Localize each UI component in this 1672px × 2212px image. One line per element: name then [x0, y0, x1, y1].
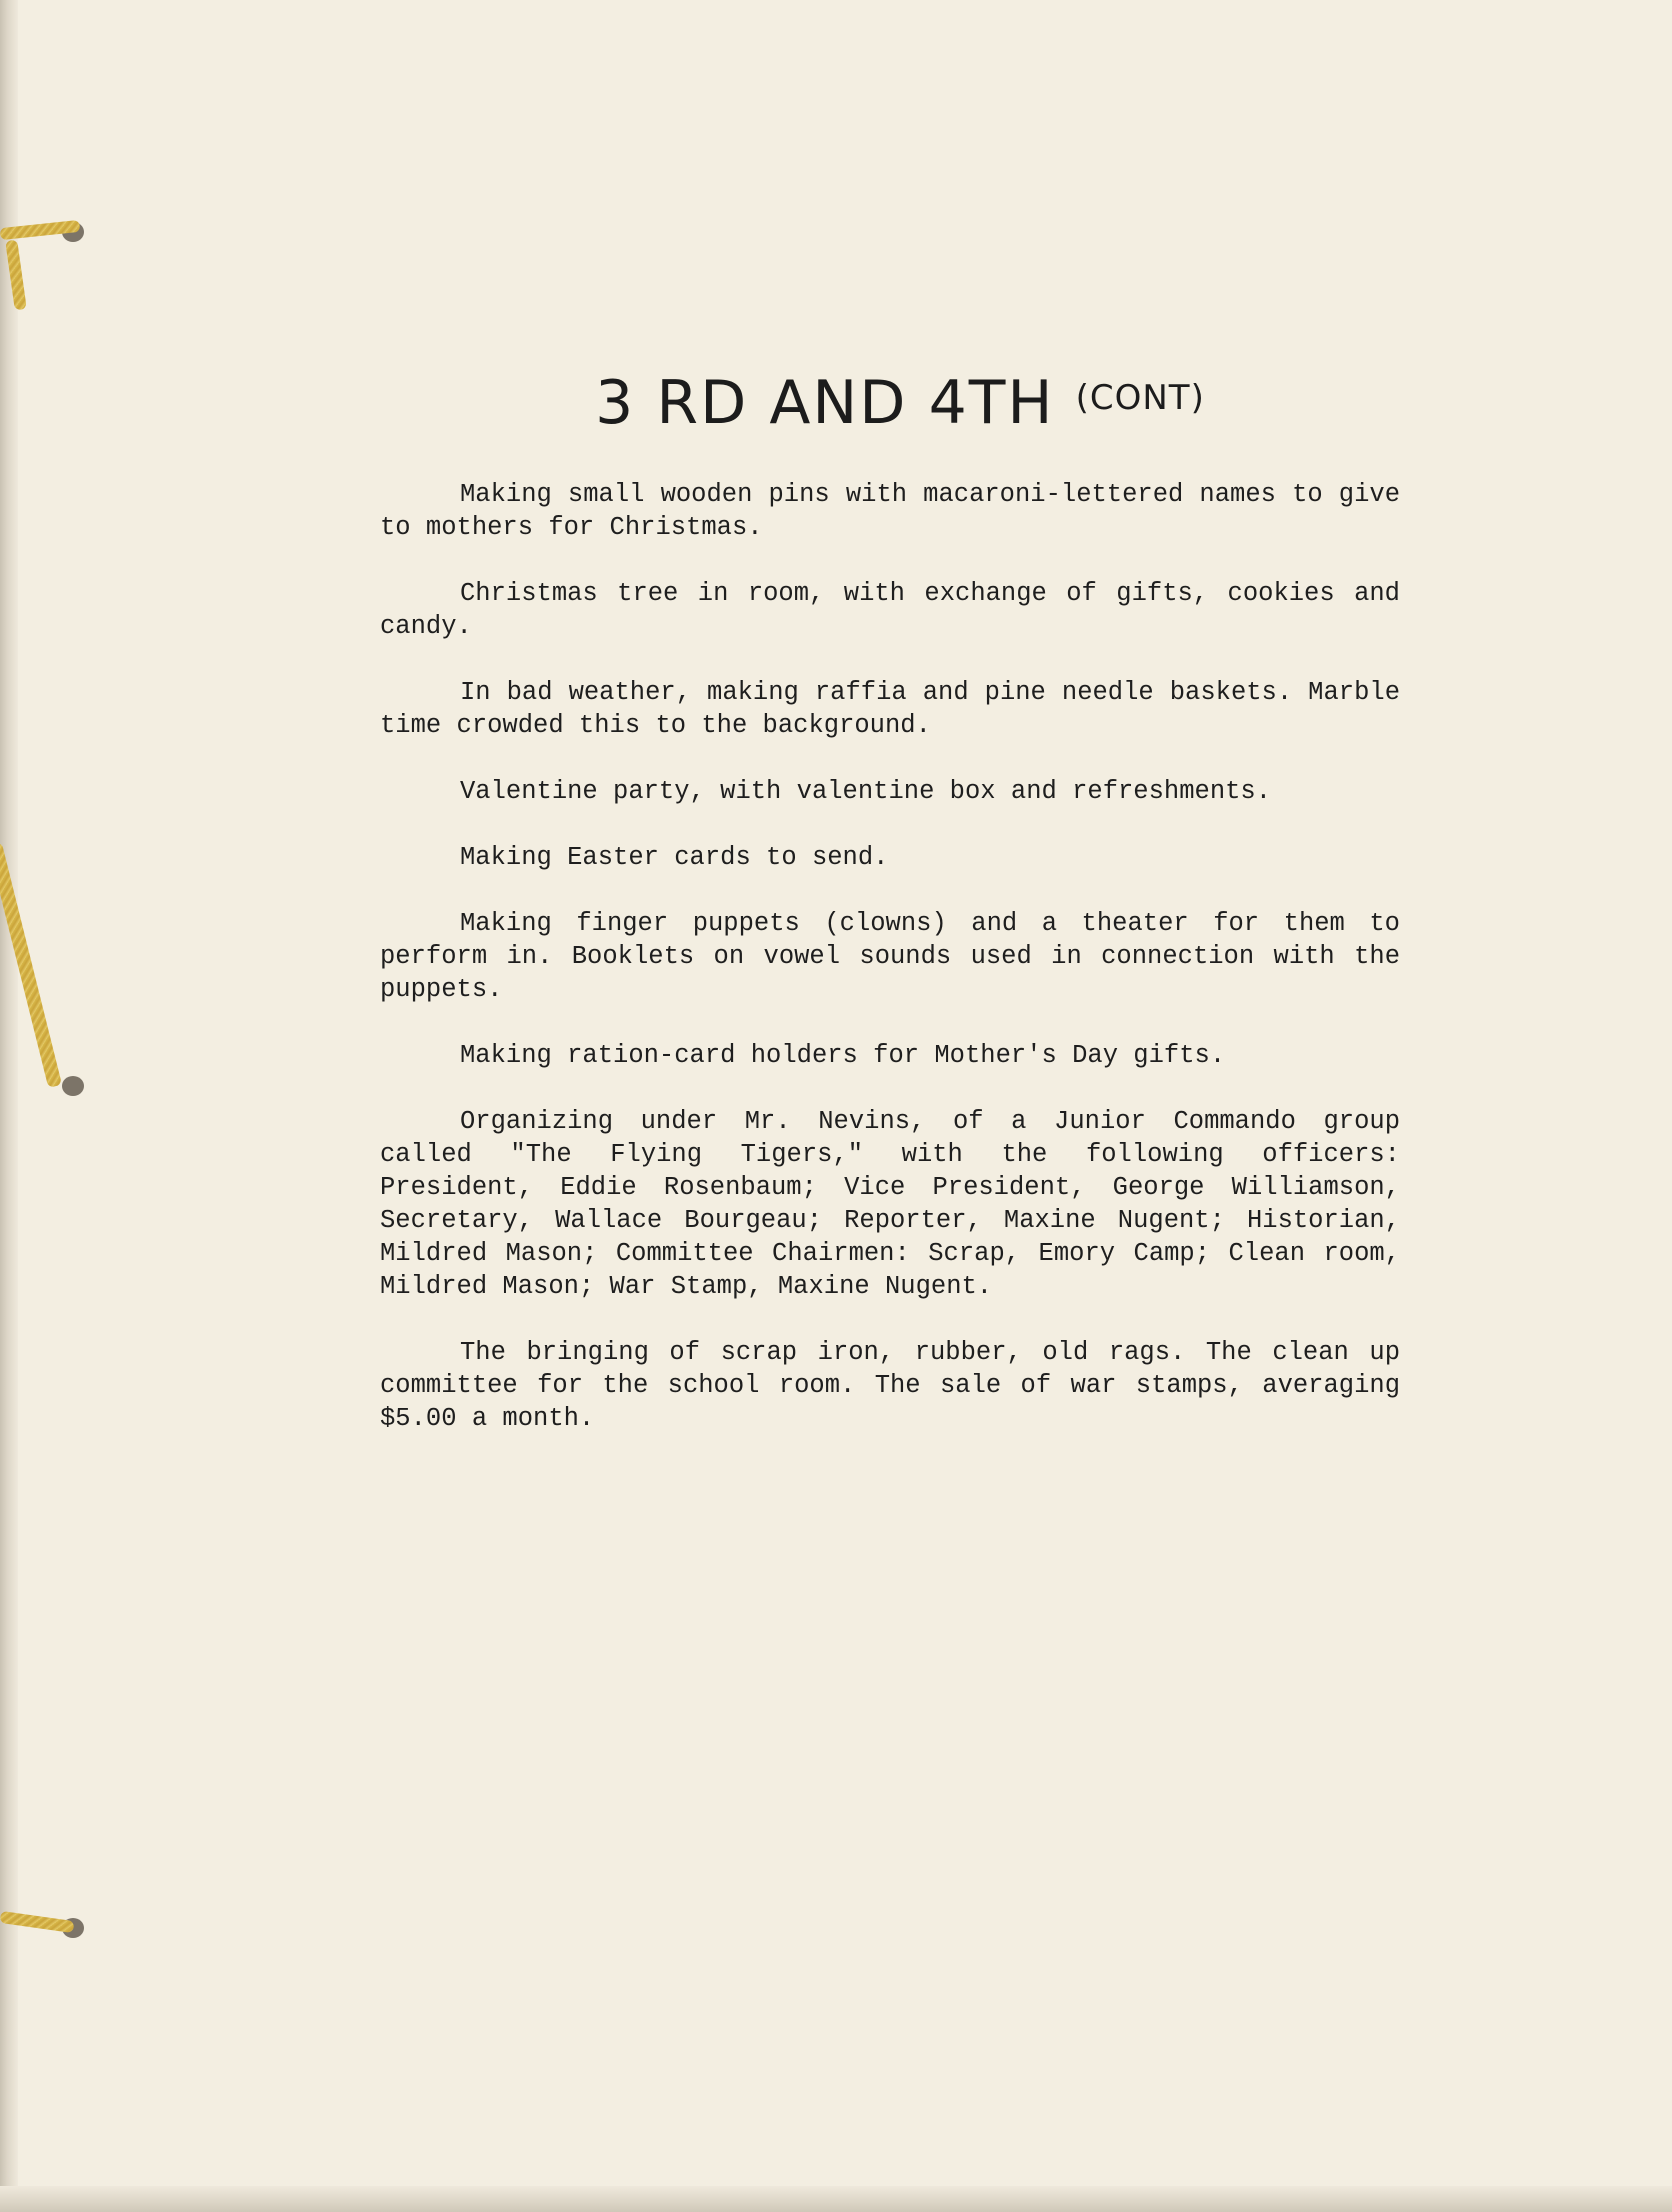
- paragraph-baskets: In bad weather, making raffia and pine needle baskets. Marble time crowded this to the background.: [380, 678, 1400, 740]
- title-main: 3 RD AND 4TH: [595, 368, 1055, 438]
- binding-hole-middle: [62, 1076, 84, 1096]
- paragraph-scrap: The bringing of scrap iron, rubber, old rags. The clean up committee for the school room. The sale of war stamps, averaging $5.00 a month.: [380, 1338, 1400, 1433]
- paragraph-christmas-tree: Christmas tree in room, with exchange of gifts, cookies and candy.: [380, 579, 1400, 641]
- paragraph-ration-card: Making ration-card holders for Mother's Day gifts.: [460, 1041, 1226, 1070]
- page-title: [64, 368, 1672, 438]
- paragraph-valentine: Valentine party, with valentine box and refreshments.: [460, 777, 1272, 806]
- paragraph-easter: Making Easter cards to send.: [460, 843, 889, 872]
- paragraph-pins: Making small wooden pins with macaroni-lettered names to give to mothers for Christmas.: [380, 480, 1400, 542]
- title-suffix: (CONT): [1075, 378, 1205, 418]
- paragraph-commando: Organizing under Mr. Nevins, of a Junior Commando group called "The Flying Tigers," with the following officers: President, Eddie Rosenbaum; Vice President, George Williamson, Secretary, Wallace Bourgeau; Reporter, Maxine Nugent; Historian, Mildred Mason; Committee Chairmen: Scrap, Emory Camp; Clean room, Mildred Mason; War Stamp, Maxine Nugent.: [380, 1107, 1400, 1301]
- page-left-edge: [0, 0, 18, 2212]
- paragraph-puppets: Making finger puppets (clowns) and a theater for them to perform in. Booklets on vowel sounds used in connection with the puppets.: [380, 909, 1400, 1004]
- page-bottom-edge: [0, 2186, 1672, 2212]
- body-text: [380, 478, 1400, 1468]
